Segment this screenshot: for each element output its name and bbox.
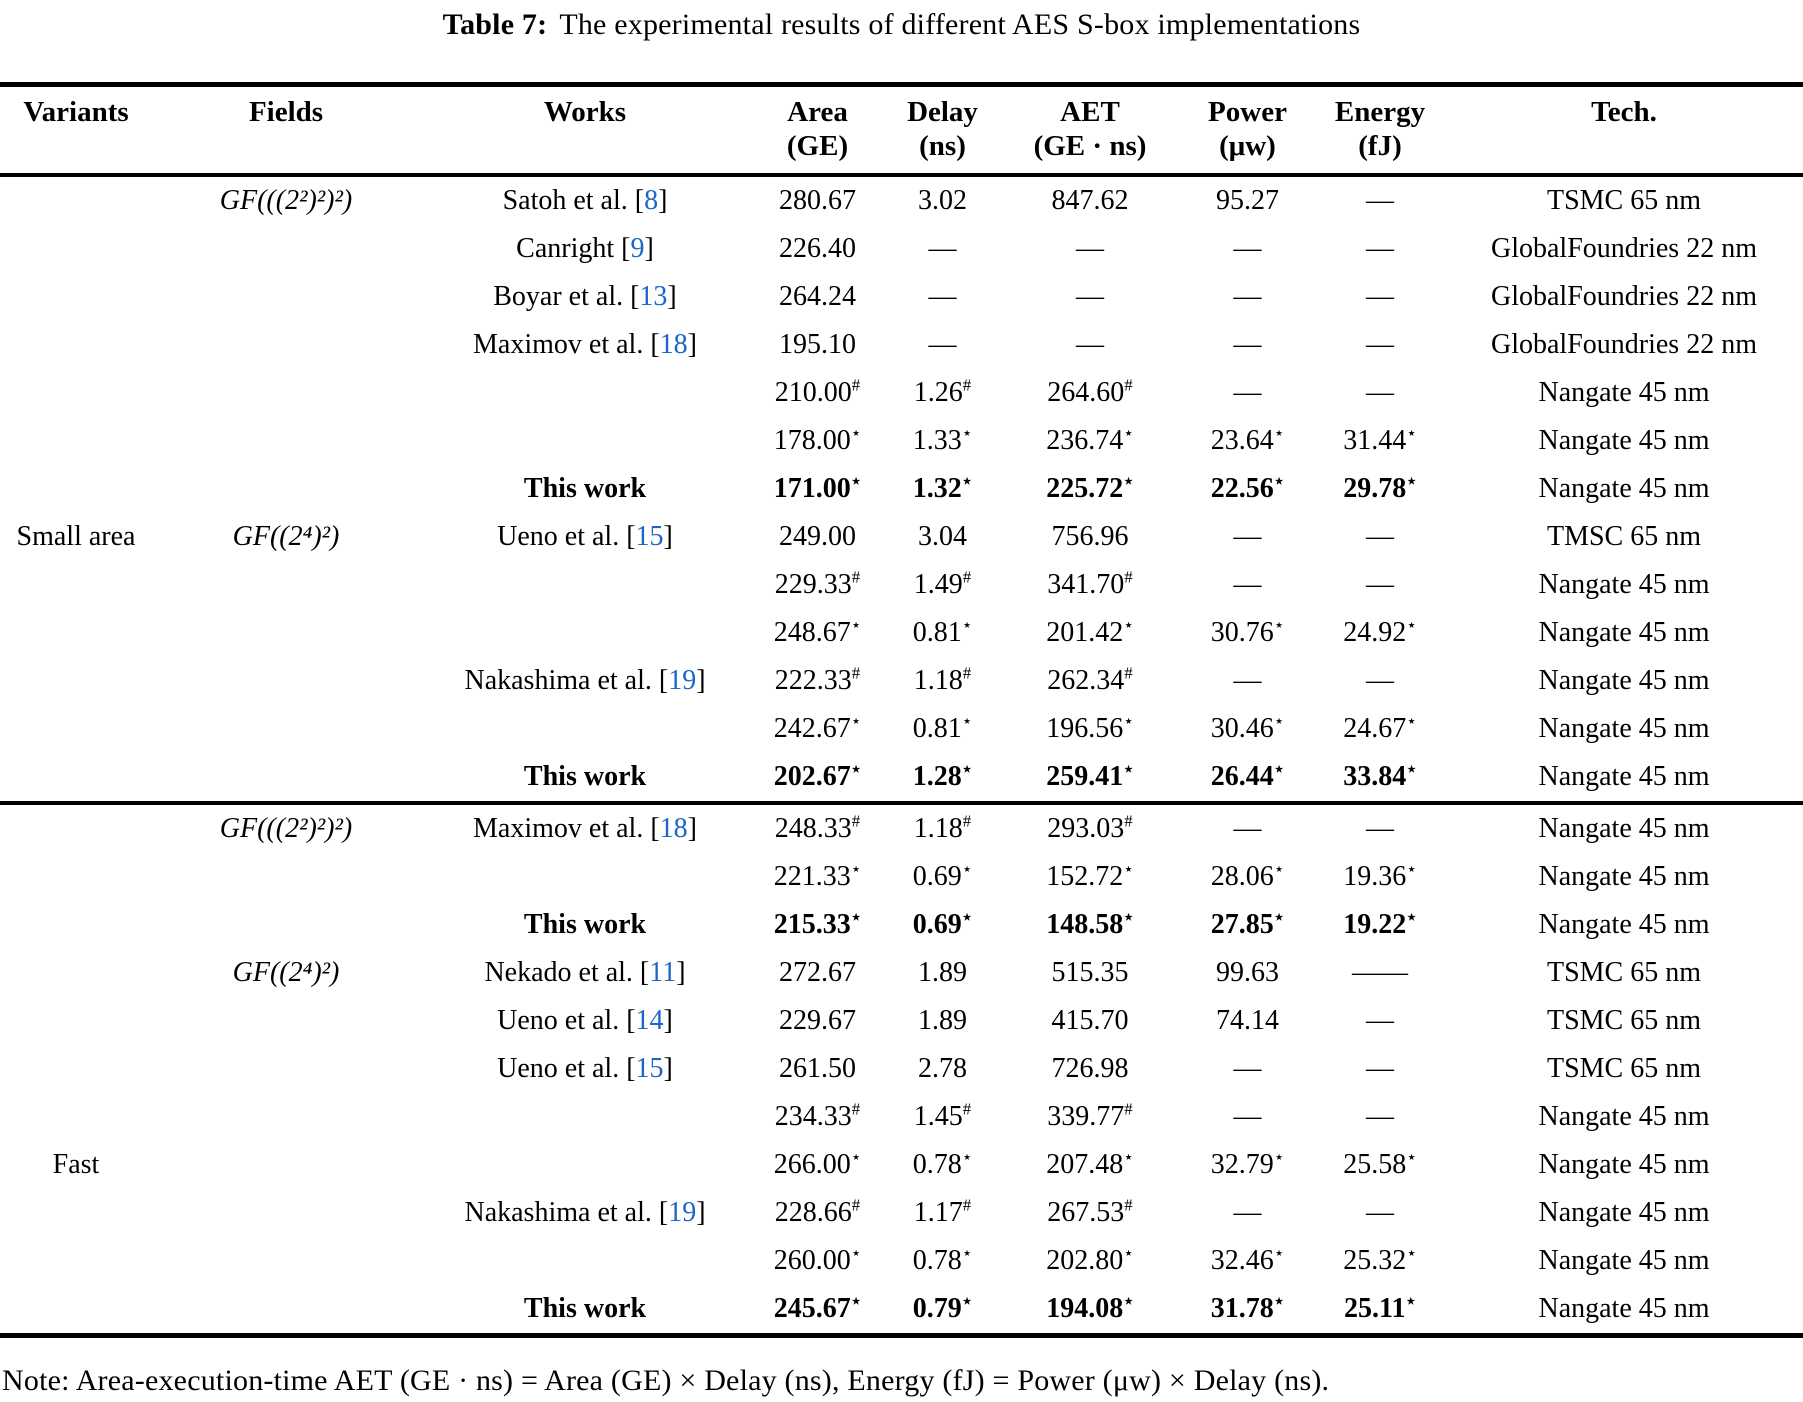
tech-cell: Nangate 45 nm [1538, 1101, 1710, 1132]
delay-cell: 1.18# [913, 811, 972, 844]
tech-cell: Nangate 45 nm [1538, 569, 1710, 600]
tech-cell: TMSC 65 nm [1546, 521, 1702, 552]
variants-cell [0, 273, 152, 321]
header-line1: AET [1060, 96, 1120, 128]
energy-cell: 33.84⋆ [1315, 753, 1445, 803]
area-cell: 229.33# [774, 567, 861, 600]
delay-cell: 1.17# [913, 1195, 972, 1228]
works-cell: Satoh et al. [8] [502, 185, 668, 216]
fields-cell [152, 1141, 420, 1189]
aet-cell: 194.08⋆ [1000, 1285, 1180, 1336]
works-cell: Maximov et al. [18] [473, 329, 697, 360]
delay-cell: 3.04 [918, 521, 967, 552]
energy-cell: 25.11⋆ [1315, 1285, 1445, 1336]
fields-cell: GF((2⁴)²) [232, 957, 340, 988]
header-line1: Energy [1334, 96, 1426, 128]
col-header-fields [152, 85, 420, 176]
area-cell: 261.50 [779, 1053, 856, 1084]
variants-cell: Small area [16, 521, 136, 552]
citation-link[interactable]: 18 [659, 813, 688, 844]
aet-cell: 152.72⋆ [1046, 859, 1134, 892]
works-cell [420, 561, 750, 609]
tech-cell: Nangate 45 nm [1538, 473, 1710, 504]
energy-cell: — [1366, 233, 1394, 264]
table-row [0, 225, 1803, 273]
area-cell: 242.67⋆ [773, 711, 862, 744]
works-cell: Nakashima et al. [19] [464, 1197, 706, 1228]
delay-cell: 0.81⋆ [912, 711, 973, 744]
tech-cell: GlobalFoundries 22 nm [1491, 233, 1757, 264]
table-row [0, 803, 1803, 853]
aet-cell: 264.60# [1047, 375, 1133, 408]
table-row [0, 1045, 1803, 1093]
energy-cell: 29.78⋆ [1343, 471, 1417, 504]
table-row [0, 949, 1803, 997]
fields-cell [152, 273, 420, 321]
table-row [0, 853, 1803, 901]
area-cell: 171.00⋆ [773, 471, 862, 504]
delay-cell: 0.69⋆ [912, 859, 973, 892]
fields-cell [152, 1093, 420, 1141]
works-cell: Nekado et al. [11] [484, 957, 686, 988]
power-cell: — [1233, 1197, 1262, 1228]
energy-cell: 25.32⋆ [1343, 1243, 1417, 1276]
works-cell: This work [420, 753, 750, 803]
variants-cell [0, 369, 152, 417]
header-line2 [152, 129, 420, 163]
area-cell: 226.40 [779, 233, 856, 264]
area-cell: 202.67⋆ [750, 753, 885, 803]
citation-link[interactable]: 15 [635, 1053, 664, 1084]
works-cell: Maximov et al. [18] [473, 813, 697, 844]
works-cell: This work [523, 909, 647, 940]
energy-cell: — [1366, 1005, 1394, 1036]
delay-cell: 3.02 [918, 185, 967, 216]
aet-cell: 148.58⋆ [1046, 907, 1134, 940]
power-cell: 74.14 [1216, 1005, 1279, 1036]
tech-cell: TSMC 65 nm [1546, 185, 1702, 216]
table-caption-text: The experimental results of different AES S-box implementations [559, 8, 1361, 41]
power-cell: 99.63 [1216, 957, 1279, 988]
delay-cell: 1.33⋆ [912, 423, 973, 456]
header-line2: (μw) [1219, 130, 1276, 162]
power-cell: — [1233, 233, 1262, 264]
works-cell [420, 369, 750, 417]
aet-cell: 339.77# [1047, 1099, 1133, 1132]
delay-cell: 1.26# [913, 375, 972, 408]
energy-cell: — [1366, 1197, 1394, 1228]
power-cell: — [1233, 813, 1262, 844]
aet-cell: 515.35 [1051, 957, 1129, 988]
fields-cell: GF(((2²)²)²) [219, 813, 353, 844]
fields-cell [152, 321, 420, 369]
area-cell: 266.00⋆ [773, 1147, 862, 1180]
power-cell: 23.64⋆ [1210, 423, 1285, 456]
header-line1: Works [543, 96, 627, 128]
table-caption-label: Table 7: [442, 8, 548, 41]
tech-cell: Nangate 45 nm [1538, 1197, 1710, 1228]
works-cell [420, 1237, 750, 1285]
power-cell: — [1233, 665, 1262, 696]
header-line2: (fJ) [1358, 130, 1402, 162]
energy-cell: 31.44⋆ [1343, 423, 1417, 456]
table-row [0, 1237, 1803, 1285]
citation-link[interactable]: 8 [644, 185, 659, 216]
power-cell: 26.44⋆ [1180, 753, 1315, 803]
table-row [0, 1285, 1803, 1336]
tech-cell: Nangate 45 nm [1538, 1245, 1710, 1276]
variants-cell [0, 1189, 152, 1237]
delay-cell: 0.69⋆ [912, 907, 973, 940]
area-cell: 210.00# [774, 375, 861, 408]
fields-cell [152, 901, 420, 949]
header-row [0, 85, 1803, 176]
variants-cell [0, 321, 152, 369]
delay-cell: 1.18# [913, 663, 972, 696]
header-line2 [0, 129, 152, 163]
works-cell [420, 417, 750, 465]
area-cell: 280.67 [779, 185, 856, 216]
works-cell: Boyar et al. [13] [493, 281, 677, 312]
tech-cell: Nangate 45 nm [1445, 753, 1803, 803]
citation-link[interactable]: 9 [630, 233, 645, 264]
header-line1: Variants [23, 96, 129, 128]
table-row [0, 753, 1803, 803]
power-cell: — [1233, 329, 1262, 360]
power-cell: 31.78⋆ [1180, 1285, 1315, 1336]
area-cell: 228.66# [774, 1195, 861, 1228]
delay-cell: 1.89 [918, 1005, 967, 1036]
header-line1: Delay [907, 96, 978, 128]
delay-cell: 1.28⋆ [885, 753, 1000, 803]
tech-cell: GlobalFoundries 22 nm [1491, 281, 1757, 312]
variants-cell [0, 803, 152, 853]
delay-cell: 0.78⋆ [912, 1243, 973, 1276]
header-line1: Area [787, 96, 848, 128]
tech-cell: TSMC 65 nm [1546, 1005, 1702, 1036]
variants-cell [0, 753, 152, 803]
works-cell [420, 705, 750, 753]
works-cell [420, 1093, 750, 1141]
citation-link[interactable]: 18 [659, 329, 688, 360]
fields-cell [152, 225, 420, 273]
table-row [0, 1141, 1803, 1189]
fields-cell [152, 853, 420, 901]
tech-cell: Nangate 45 nm [1538, 909, 1710, 940]
table-row [0, 465, 1803, 513]
tech-cell: Nangate 45 nm [1445, 1285, 1803, 1336]
variants-cell [0, 1237, 152, 1285]
variants-cell [0, 1285, 152, 1336]
power-cell: — [1233, 1053, 1262, 1084]
energy-cell: — [1366, 1101, 1394, 1132]
area-cell: 249.00 [779, 521, 856, 552]
area-cell: 234.33# [774, 1099, 861, 1132]
table-row [0, 273, 1803, 321]
fields-cell [152, 1237, 420, 1285]
power-cell: — [1233, 569, 1262, 600]
aet-cell: 726.98 [1051, 1053, 1129, 1084]
table-row [0, 657, 1803, 705]
citation-link[interactable]: 15 [635, 521, 664, 552]
works-cell: Ueno et al. [15] [497, 521, 673, 552]
table-caption [0, 0, 1803, 82]
aet-cell: — [1076, 329, 1104, 360]
fields-cell [152, 1045, 420, 1093]
works-cell [420, 853, 750, 901]
variants-cell [0, 853, 152, 901]
col-header-aet [1000, 85, 1180, 176]
header-line2: (ns) [919, 130, 966, 162]
tech-cell: Nangate 45 nm [1538, 425, 1710, 456]
tech-cell: Nangate 45 nm [1538, 861, 1710, 892]
delay-cell: 1.49# [913, 567, 972, 600]
variants-cell [0, 997, 152, 1045]
header-line1: Power [1208, 96, 1287, 128]
fields-cell [152, 753, 420, 803]
area-cell: 215.33⋆ [773, 907, 862, 940]
tech-cell: Nangate 45 nm [1538, 713, 1710, 744]
tech-cell: TSMC 65 nm [1546, 1053, 1702, 1084]
power-cell: — [1233, 377, 1262, 408]
delay-cell: — [928, 329, 957, 360]
variants-cell [0, 417, 152, 465]
works-cell: This work [420, 1285, 750, 1336]
col-header-variants [0, 85, 152, 176]
area-cell: 178.00⋆ [773, 423, 862, 456]
aet-cell: 341.70# [1047, 567, 1133, 600]
header-line2 [1445, 129, 1803, 163]
aet-cell: 267.53# [1047, 1195, 1133, 1228]
header-line2: (GE · ns) [1033, 130, 1147, 162]
works-cell: Ueno et al. [14] [497, 1005, 673, 1036]
power-cell: — [1233, 281, 1262, 312]
table-note: Note: Area-execution-time AET (GE · ns) = Area (GE) × Delay (ns), Energy (fJ) = Power (μw) × Delay (ns). [2, 1364, 1330, 1397]
energy-cell: — [1366, 813, 1394, 844]
variants-cell [0, 609, 152, 657]
table-row [0, 609, 1803, 657]
energy-cell: — [1366, 569, 1394, 600]
header-line1: Fields [248, 96, 324, 128]
area-cell: 272.67 [779, 957, 856, 988]
variants-cell [0, 657, 152, 705]
delay-cell: 1.89 [918, 957, 967, 988]
aet-cell: 202.80⋆ [1046, 1243, 1134, 1276]
power-cell: 95.27 [1216, 185, 1279, 216]
fields-cell [152, 657, 420, 705]
tech-cell: Nangate 45 nm [1538, 617, 1710, 648]
energy-cell: 24.92⋆ [1343, 615, 1417, 648]
aet-cell: 293.03# [1047, 811, 1133, 844]
works-cell: Ueno et al. [15] [497, 1053, 673, 1084]
variants-cell [0, 1045, 152, 1093]
power-cell: — [1233, 521, 1262, 552]
fields-cell [152, 561, 420, 609]
area-cell: 248.67⋆ [773, 615, 862, 648]
aet-cell: 847.62 [1051, 185, 1129, 216]
area-cell: 195.10 [779, 329, 856, 360]
energy-cell: 24.67⋆ [1343, 711, 1417, 744]
area-cell: 260.00⋆ [773, 1243, 862, 1276]
col-header-delay [885, 85, 1000, 176]
fields-cell [152, 465, 420, 513]
citation-link[interactable]: 19 [668, 1197, 697, 1228]
aet-cell: 207.48⋆ [1046, 1147, 1134, 1180]
delay-cell: — [928, 281, 957, 312]
power-cell: 32.79⋆ [1210, 1147, 1285, 1180]
table-row [0, 1093, 1803, 1141]
fields-cell: GF(((2²)²)²) [219, 185, 353, 216]
tech-cell: Nangate 45 nm [1538, 377, 1710, 408]
variants-cell [0, 949, 152, 997]
power-cell: 27.85⋆ [1210, 907, 1285, 940]
delay-cell: 0.81⋆ [912, 615, 973, 648]
works-cell [420, 609, 750, 657]
energy-cell: — [1366, 665, 1394, 696]
variants-cell [0, 175, 152, 225]
power-cell: 30.76⋆ [1210, 615, 1285, 648]
energy-cell: — [1366, 281, 1394, 312]
table-row [0, 561, 1803, 609]
tech-cell: GlobalFoundries 22 nm [1491, 329, 1757, 360]
variants-cell [0, 901, 152, 949]
citation-link[interactable]: 19 [668, 665, 697, 696]
col-header-energy [1315, 85, 1445, 176]
citation-link[interactable]: 13 [639, 281, 668, 312]
energy-cell: —— [1352, 957, 1408, 988]
tech-cell: Nangate 45 nm [1538, 813, 1710, 844]
aet-cell: — [1076, 281, 1104, 312]
variants-cell [0, 705, 152, 753]
fields-cell [152, 609, 420, 657]
aet-cell: 225.72⋆ [1046, 471, 1134, 504]
table-row [0, 513, 1803, 561]
aet-cell: 415.70 [1051, 1005, 1129, 1036]
col-header-works [420, 85, 750, 176]
tech-cell: Nangate 45 nm [1538, 665, 1710, 696]
fields-cell [152, 1189, 420, 1237]
citation-link[interactable]: 14 [635, 1005, 664, 1036]
area-cell: 229.67 [779, 1005, 856, 1036]
energy-cell: — [1366, 329, 1394, 360]
works-cell [420, 1141, 750, 1189]
tech-cell: TSMC 65 nm [1546, 957, 1702, 988]
area-cell: 221.33⋆ [773, 859, 862, 892]
power-cell: — [1233, 1101, 1262, 1132]
variants-cell [0, 561, 152, 609]
delay-cell: 0.78⋆ [912, 1147, 973, 1180]
aet-cell: 262.34# [1047, 663, 1133, 696]
table-body [0, 175, 1803, 1336]
table-row [0, 901, 1803, 949]
fields-cell [152, 997, 420, 1045]
header-line2: (GE) [786, 130, 849, 162]
energy-cell: — [1366, 1053, 1394, 1084]
table-row [0, 175, 1803, 225]
variants-cell [0, 1093, 152, 1141]
delay-cell: 1.45# [913, 1099, 972, 1132]
delay-cell: — [928, 233, 957, 264]
aet-cell: 236.74⋆ [1046, 423, 1134, 456]
header-line1: Tech. [1591, 96, 1657, 128]
power-cell: 22.56⋆ [1210, 471, 1285, 504]
citation-link[interactable]: 11 [649, 957, 677, 988]
energy-cell: 19.36⋆ [1343, 859, 1417, 892]
fields-cell [152, 1285, 420, 1336]
power-cell: 28.06⋆ [1210, 859, 1285, 892]
aet-cell: — [1076, 233, 1104, 264]
works-cell: This work [523, 473, 647, 504]
table-row [0, 369, 1803, 417]
table-row [0, 705, 1803, 753]
col-header-tech [1445, 85, 1803, 176]
results-table [0, 82, 1803, 1338]
table-row [0, 417, 1803, 465]
aet-cell: 756.96 [1051, 521, 1129, 552]
energy-cell: — [1366, 377, 1394, 408]
area-cell: 248.33# [774, 811, 861, 844]
delay-cell: 0.79⋆ [885, 1285, 1000, 1336]
delay-cell: 1.32⋆ [912, 471, 973, 504]
energy-cell: — [1366, 521, 1394, 552]
energy-cell: — [1366, 185, 1394, 216]
tech-cell: Nangate 45 nm [1538, 1149, 1710, 1180]
aet-cell: 196.56⋆ [1046, 711, 1134, 744]
variants-cell [0, 225, 152, 273]
variants-cell [0, 465, 152, 513]
table-row [0, 321, 1803, 369]
col-header-power [1180, 85, 1315, 176]
header-line2 [420, 129, 750, 163]
power-cell: 30.46⋆ [1210, 711, 1285, 744]
works-cell: Canright [9] [516, 233, 654, 264]
fields-cell [152, 705, 420, 753]
works-cell: Nakashima et al. [19] [464, 665, 706, 696]
area-cell: 245.67⋆ [750, 1285, 885, 1336]
fields-cell [152, 369, 420, 417]
area-cell: 264.24 [779, 281, 856, 312]
energy-cell: 25.58⋆ [1343, 1147, 1417, 1180]
aet-cell: 201.42⋆ [1046, 615, 1134, 648]
fields-cell [152, 417, 420, 465]
fields-cell: GF((2⁴)²) [232, 521, 340, 552]
delay-cell: 2.78 [918, 1053, 967, 1084]
table-row [0, 997, 1803, 1045]
energy-cell: 19.22⋆ [1343, 907, 1417, 940]
aet-cell: 259.41⋆ [1000, 753, 1180, 803]
variants-cell: Fast [52, 1149, 100, 1180]
table-row [0, 1189, 1803, 1237]
power-cell: 32.46⋆ [1210, 1243, 1285, 1276]
area-cell: 222.33# [774, 663, 861, 696]
col-header-area [750, 85, 885, 176]
